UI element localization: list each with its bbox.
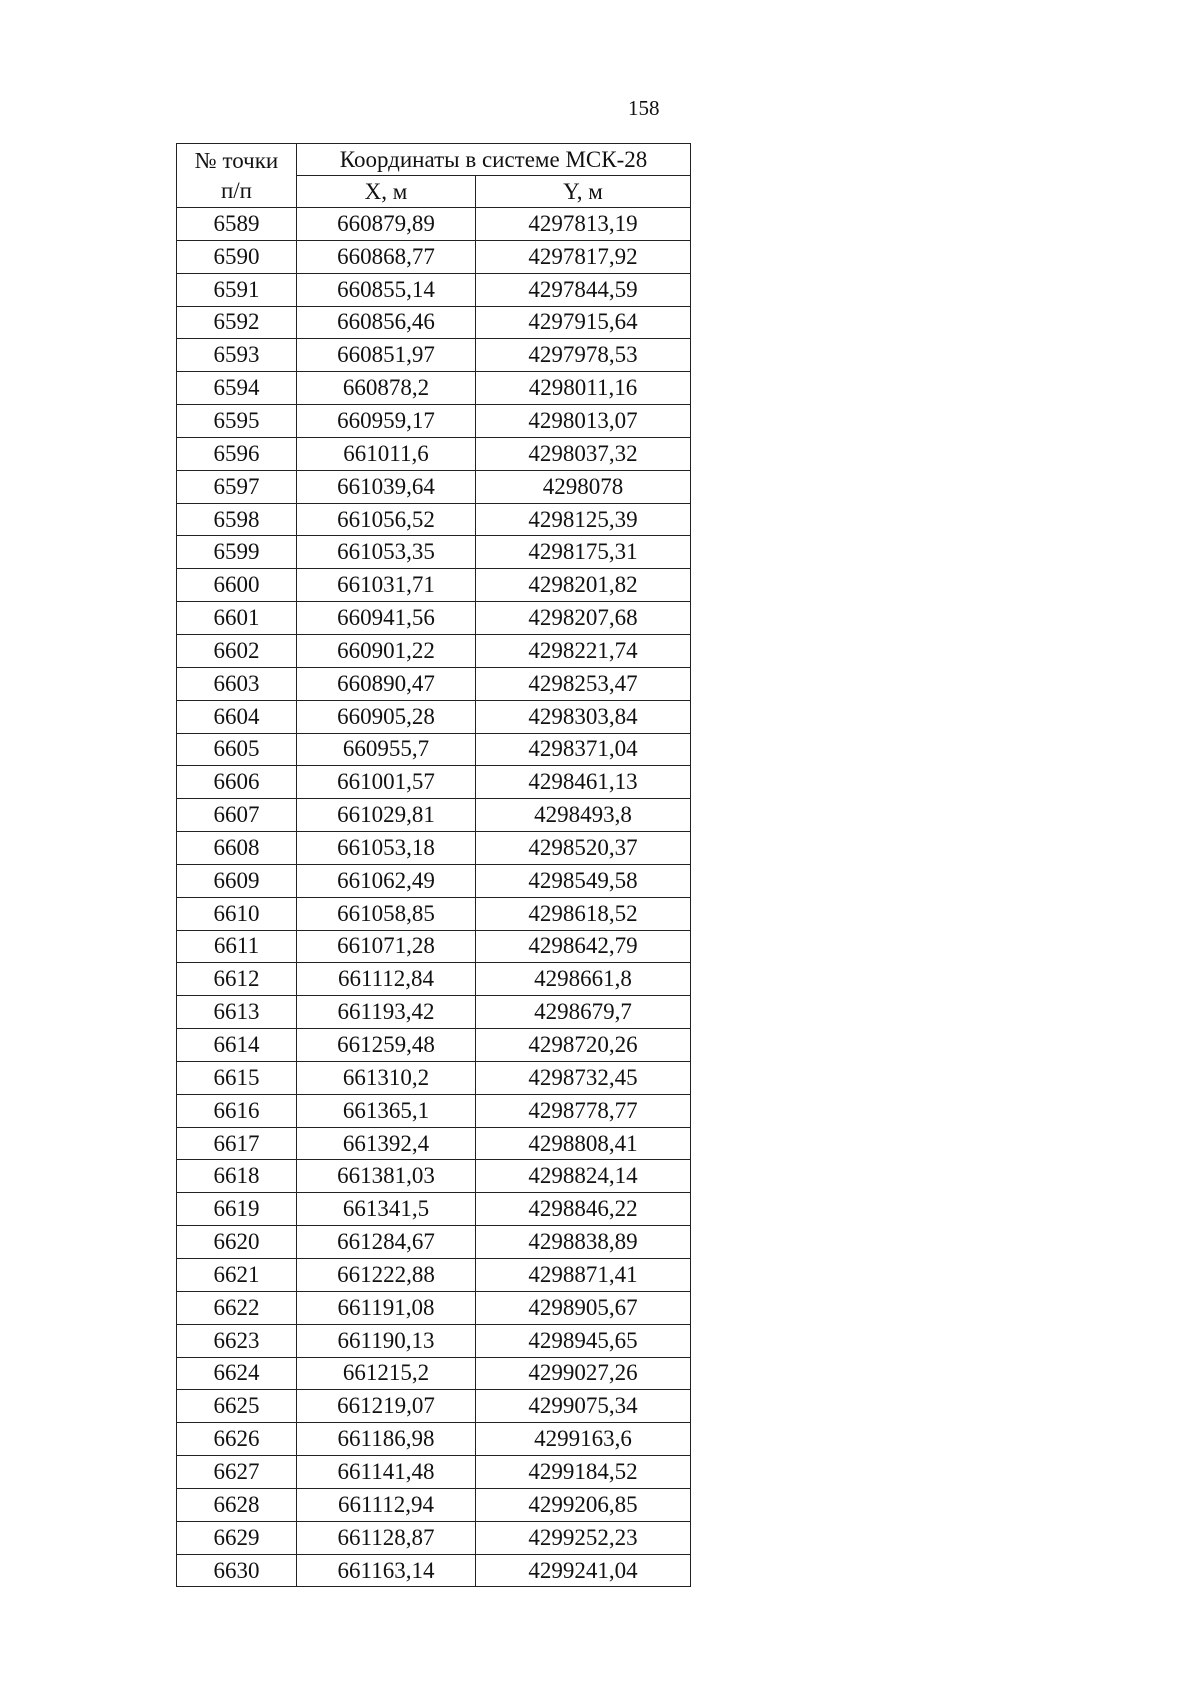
table-row — [177, 306, 691, 339]
x-coordinate-cell: 661062,49 — [297, 864, 476, 897]
x-coordinate-cell: 661056,52 — [297, 503, 476, 536]
point-number-cell: 6610 — [177, 897, 297, 930]
table-row — [177, 996, 691, 1029]
y-coordinate-cell: 4298078 — [476, 470, 691, 503]
table-row — [177, 832, 691, 865]
y-coordinate-cell: 4298846,22 — [476, 1193, 691, 1226]
x-coordinate-cell: 661193,42 — [297, 996, 476, 1029]
table-row — [177, 733, 691, 766]
point-number-cell: 6594 — [177, 372, 297, 405]
y-coordinate-cell: 4298175,31 — [476, 536, 691, 569]
y-coordinate-cell: 4298461,13 — [476, 766, 691, 799]
point-number-cell: 6616 — [177, 1094, 297, 1127]
point-number-cell: 6589 — [177, 208, 297, 241]
table-row — [177, 1456, 691, 1489]
table-header — [177, 144, 691, 208]
x-coordinate-cell: 661219,07 — [297, 1390, 476, 1423]
table-row — [177, 339, 691, 372]
point-number-cell: 6593 — [177, 339, 297, 372]
y-coordinate-cell: 4298253,47 — [476, 667, 691, 700]
table-row — [177, 1554, 691, 1587]
point-number-cell: 6597 — [177, 470, 297, 503]
y-coordinate-cell: 4297978,53 — [476, 339, 691, 372]
x-coordinate-cell: 660878,2 — [297, 372, 476, 405]
y-coordinate-cell: 4298520,37 — [476, 832, 691, 865]
table-row — [177, 1357, 691, 1390]
x-coordinate-cell: 660879,89 — [297, 208, 476, 241]
y-coordinate-cell: 4298732,45 — [476, 1061, 691, 1094]
y-coordinate-cell: 4298838,89 — [476, 1226, 691, 1259]
point-number-cell: 6630 — [177, 1554, 297, 1587]
point-number-cell: 6606 — [177, 766, 297, 799]
table-row — [177, 405, 691, 438]
point-number-cell: 6601 — [177, 602, 297, 635]
table-row — [177, 700, 691, 733]
y-coordinate-cell: 4299027,26 — [476, 1357, 691, 1390]
x-coordinate-cell: 661310,2 — [297, 1061, 476, 1094]
table-row — [177, 273, 691, 306]
point-number-cell: 6608 — [177, 832, 297, 865]
table-row — [177, 634, 691, 667]
y-coordinate-cell: 4298013,07 — [476, 405, 691, 438]
table-row — [177, 1193, 691, 1226]
y-coordinate-cell: 4298945,65 — [476, 1324, 691, 1357]
y-coordinate-cell: 4298125,39 — [476, 503, 691, 536]
table-row — [177, 1029, 691, 1062]
point-number-cell: 6595 — [177, 405, 297, 438]
x-coordinate-cell: 661259,48 — [297, 1029, 476, 1062]
x-coordinate-cell: 660868,77 — [297, 240, 476, 273]
table-row — [177, 470, 691, 503]
table-row — [177, 1094, 691, 1127]
point-number-cell: 6618 — [177, 1160, 297, 1193]
x-coordinate-cell: 661215,2 — [297, 1357, 476, 1390]
y-coordinate-cell: 4298549,58 — [476, 864, 691, 897]
point-number-cell: 6627 — [177, 1456, 297, 1489]
y-coordinate-cell: 4297844,59 — [476, 273, 691, 306]
y-coordinate-cell: 4299184,52 — [476, 1456, 691, 1489]
x-coordinate-cell: 661141,48 — [297, 1456, 476, 1489]
table-row — [177, 1521, 691, 1554]
y-column-header: Y, м — [476, 176, 691, 208]
x-coordinate-cell: 661163,14 — [297, 1554, 476, 1587]
point-number-cell: 6626 — [177, 1423, 297, 1456]
x-coordinate-cell: 661071,28 — [297, 930, 476, 963]
y-coordinate-cell: 4298905,67 — [476, 1291, 691, 1324]
x-coordinate-cell: 660905,28 — [297, 700, 476, 733]
point-number-header-line2: п/п — [220, 177, 252, 203]
table-row — [177, 1488, 691, 1521]
y-coordinate-cell: 4297915,64 — [476, 306, 691, 339]
point-number-cell: 6621 — [177, 1259, 297, 1292]
table-row — [177, 963, 691, 996]
x-coordinate-cell: 661191,08 — [297, 1291, 476, 1324]
point-number-cell: 6622 — [177, 1291, 297, 1324]
x-coordinate-cell: 661341,5 — [297, 1193, 476, 1226]
point-number-cell: 6611 — [177, 930, 297, 963]
table-row — [177, 1259, 691, 1292]
table-row — [177, 766, 691, 799]
y-coordinate-cell: 4299163,6 — [476, 1423, 691, 1456]
coordinates-group-header: Координаты в системе МСК-28 — [297, 144, 691, 176]
y-coordinate-cell: 4298221,74 — [476, 634, 691, 667]
point-number-cell: 6591 — [177, 273, 297, 306]
table-row — [177, 1291, 691, 1324]
table-row — [177, 1390, 691, 1423]
x-coordinate-cell: 661031,71 — [297, 569, 476, 602]
point-number-cell: 6619 — [177, 1193, 297, 1226]
table-row — [177, 1127, 691, 1160]
x-coordinate-cell: 661011,6 — [297, 437, 476, 470]
table-row — [177, 1423, 691, 1456]
point-number-cell: 6617 — [177, 1127, 297, 1160]
table-row — [177, 372, 691, 405]
point-number-cell: 6598 — [177, 503, 297, 536]
y-coordinate-cell: 4299206,85 — [476, 1488, 691, 1521]
y-coordinate-cell: 4298661,8 — [476, 963, 691, 996]
x-coordinate-cell: 660955,7 — [297, 733, 476, 766]
x-coordinate-cell: 661186,98 — [297, 1423, 476, 1456]
table-row — [177, 930, 691, 963]
y-coordinate-cell: 4297813,19 — [476, 208, 691, 241]
x-coordinate-cell: 661112,84 — [297, 963, 476, 996]
point-number-header — [177, 144, 297, 208]
point-number-cell: 6607 — [177, 799, 297, 832]
x-coordinate-cell: 661029,81 — [297, 799, 476, 832]
y-coordinate-cell: 4298303,84 — [476, 700, 691, 733]
y-coordinate-cell: 4297817,92 — [476, 240, 691, 273]
table-row — [177, 503, 691, 536]
x-coordinate-cell: 660941,56 — [297, 602, 476, 635]
point-number-cell: 6613 — [177, 996, 297, 1029]
page-number: 158 — [628, 96, 660, 120]
table-body — [177, 208, 691, 1587]
x-coordinate-cell: 661001,57 — [297, 766, 476, 799]
y-coordinate-cell: 4298011,16 — [476, 372, 691, 405]
table-row — [177, 1226, 691, 1259]
y-coordinate-cell: 4298871,41 — [476, 1259, 691, 1292]
y-coordinate-cell: 4298207,68 — [476, 602, 691, 635]
table-row — [177, 536, 691, 569]
point-number-cell: 6592 — [177, 306, 297, 339]
y-coordinate-cell: 4298778,77 — [476, 1094, 691, 1127]
table-row — [177, 1160, 691, 1193]
x-coordinate-cell: 661128,87 — [297, 1521, 476, 1554]
coordinates-table — [176, 143, 691, 1587]
table-row — [177, 799, 691, 832]
point-number-cell: 6620 — [177, 1226, 297, 1259]
table-row — [177, 569, 691, 602]
y-coordinate-cell: 4299241,04 — [476, 1554, 691, 1587]
y-coordinate-cell: 4298824,14 — [476, 1160, 691, 1193]
y-coordinate-cell: 4298642,79 — [476, 930, 691, 963]
x-coordinate-cell: 661053,35 — [297, 536, 476, 569]
point-number-cell: 6612 — [177, 963, 297, 996]
y-coordinate-cell: 4298808,41 — [476, 1127, 691, 1160]
point-number-header-line1: № точки — [194, 147, 279, 173]
y-coordinate-cell: 4298618,52 — [476, 897, 691, 930]
point-number-cell: 6590 — [177, 240, 297, 273]
x-coordinate-cell: 660959,17 — [297, 405, 476, 438]
point-number-cell: 6624 — [177, 1357, 297, 1390]
x-coordinate-cell: 661112,94 — [297, 1488, 476, 1521]
point-number-cell: 6615 — [177, 1061, 297, 1094]
table-row — [177, 864, 691, 897]
x-coordinate-cell: 661058,85 — [297, 897, 476, 930]
x-coordinate-cell: 661365,1 — [297, 1094, 476, 1127]
y-coordinate-cell: 4298720,26 — [476, 1029, 691, 1062]
x-coordinate-cell: 660901,22 — [297, 634, 476, 667]
y-coordinate-cell: 4298201,82 — [476, 569, 691, 602]
point-number-cell: 6623 — [177, 1324, 297, 1357]
x-coordinate-cell: 661392,4 — [297, 1127, 476, 1160]
y-coordinate-cell: 4298037,32 — [476, 437, 691, 470]
point-number-cell: 6596 — [177, 437, 297, 470]
table-row — [177, 208, 691, 241]
x-coordinate-cell: 660856,46 — [297, 306, 476, 339]
x-coordinate-cell: 660851,97 — [297, 339, 476, 372]
point-number-cell: 6614 — [177, 1029, 297, 1062]
point-number-cell: 6625 — [177, 1390, 297, 1423]
x-coordinate-cell: 661222,88 — [297, 1259, 476, 1292]
point-number-cell: 6605 — [177, 733, 297, 766]
table-row — [177, 897, 691, 930]
x-coordinate-cell: 661053,18 — [297, 832, 476, 865]
x-coordinate-cell: 661381,03 — [297, 1160, 476, 1193]
table-row — [177, 437, 691, 470]
y-coordinate-cell: 4299075,34 — [476, 1390, 691, 1423]
x-coordinate-cell: 660890,47 — [297, 667, 476, 700]
y-coordinate-cell: 4299252,23 — [476, 1521, 691, 1554]
y-coordinate-cell: 4298493,8 — [476, 799, 691, 832]
point-number-cell: 6629 — [177, 1521, 297, 1554]
x-coordinate-cell: 661039,64 — [297, 470, 476, 503]
table-row — [177, 240, 691, 273]
point-number-cell: 6609 — [177, 864, 297, 897]
point-number-cell: 6603 — [177, 667, 297, 700]
table-row — [177, 1061, 691, 1094]
point-number-cell: 6602 — [177, 634, 297, 667]
point-number-cell: 6628 — [177, 1488, 297, 1521]
table-row — [177, 602, 691, 635]
table-row — [177, 1324, 691, 1357]
x-column-header: X, м — [297, 176, 476, 208]
y-coordinate-cell: 4298371,04 — [476, 733, 691, 766]
point-number-cell: 6600 — [177, 569, 297, 602]
y-coordinate-cell: 4298679,7 — [476, 996, 691, 1029]
x-coordinate-cell: 660855,14 — [297, 273, 476, 306]
point-number-cell: 6599 — [177, 536, 297, 569]
x-coordinate-cell: 661190,13 — [297, 1324, 476, 1357]
table-row — [177, 667, 691, 700]
point-number-cell: 6604 — [177, 700, 297, 733]
x-coordinate-cell: 661284,67 — [297, 1226, 476, 1259]
